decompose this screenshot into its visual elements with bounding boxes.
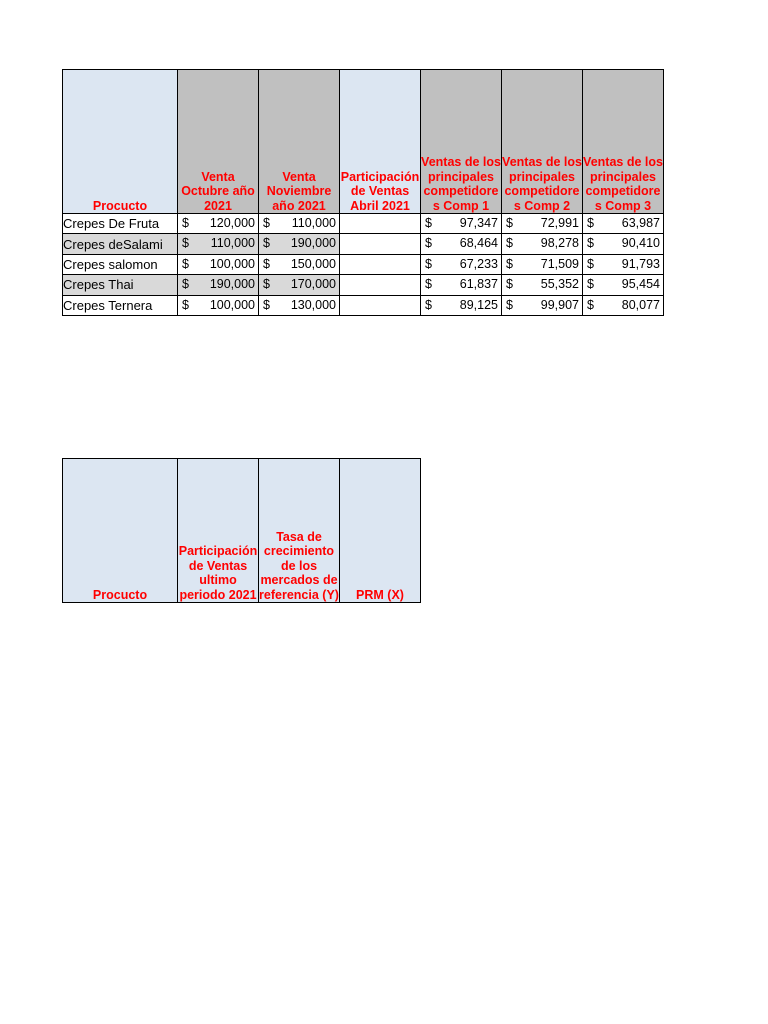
sales-table	[62, 69, 664, 316]
header-comp-1[interactable]: Ventas de los principales competidore s Comp 1	[421, 70, 502, 214]
header-market-growth-rate[interactable]: Tasa de crecimiento de los mercados de referencia (Y)	[259, 459, 340, 603]
comp-3-cell[interactable]: $ 63,987	[583, 214, 664, 234]
header-sales-share[interactable]: Participación de Ventas Abril 2021	[340, 70, 421, 214]
header-comp-2[interactable]: Ventas de los principales competidore s Comp 2	[502, 70, 583, 214]
comp-2-cell[interactable]: $ 99,907	[502, 295, 583, 315]
header-product[interactable]: Procucto	[63, 70, 178, 214]
nov-sales-cell[interactable]: $ 170,000	[259, 275, 340, 295]
nov-sales-cell[interactable]: $ 130,000	[259, 295, 340, 315]
sales-share-cell[interactable]	[340, 254, 421, 274]
sales-share-cell[interactable]	[340, 214, 421, 234]
comp-2-cell[interactable]: $ 98,278	[502, 234, 583, 254]
header-prm[interactable]: PRM (X)	[340, 459, 421, 603]
sales-share-cell[interactable]	[340, 234, 421, 254]
table-row	[63, 275, 664, 295]
comp-1-cell[interactable]: $ 68,464	[421, 234, 502, 254]
product-name-cell[interactable]: Crepes De Fruta	[63, 214, 178, 234]
nov-sales-cell[interactable]: $ 190,000	[259, 234, 340, 254]
nov-sales-cell[interactable]: $ 110,000	[259, 214, 340, 234]
comp-3-cell[interactable]: $ 95,454	[583, 275, 664, 295]
comp-1-cell[interactable]: $ 89,125	[421, 295, 502, 315]
product-name-cell[interactable]: Crepes salomon	[63, 254, 178, 274]
header-nov-sales[interactable]: Venta Noviembre año 2021	[259, 70, 340, 214]
product-name-cell[interactable]: Crepes Ternera	[63, 295, 178, 315]
header-last-period-share[interactable]: Participación de Ventas ultimo periodo 2021	[178, 459, 259, 603]
comp-2-cell[interactable]: $ 55,352	[502, 275, 583, 295]
table-row	[63, 254, 664, 274]
oct-sales-cell[interactable]: $ 120,000	[178, 214, 259, 234]
oct-sales-cell[interactable]: $ 100,000	[178, 254, 259, 274]
comp-2-cell[interactable]: $ 71,509	[502, 254, 583, 274]
comp-2-cell[interactable]: $ 72,991	[502, 214, 583, 234]
sales-share-cell[interactable]	[340, 275, 421, 295]
comp-1-cell[interactable]: $ 67,233	[421, 254, 502, 274]
header-comp-3[interactable]: Ventas de los principales competidore s Comp 3	[583, 70, 664, 214]
header-product[interactable]: Procucto	[63, 459, 178, 603]
bcg-matrix-table	[62, 458, 421, 603]
comp-3-cell[interactable]: $ 90,410	[583, 234, 664, 254]
oct-sales-cell[interactable]: $ 190,000	[178, 275, 259, 295]
comp-1-cell[interactable]: $ 61,837	[421, 275, 502, 295]
header-row	[63, 70, 664, 214]
product-name-cell[interactable]: Crepes Thai	[63, 275, 178, 295]
sales-share-cell[interactable]	[340, 295, 421, 315]
oct-sales-cell[interactable]: $ 110,000	[178, 234, 259, 254]
comp-3-cell[interactable]: $ 80,077	[583, 295, 664, 315]
table-row	[63, 234, 664, 254]
nov-sales-cell[interactable]: $ 150,000	[259, 254, 340, 274]
header-oct-sales[interactable]: Venta Octubre año 2021	[178, 70, 259, 214]
comp-1-cell[interactable]: $ 97,347	[421, 214, 502, 234]
comp-3-cell[interactable]: $ 91,793	[583, 254, 664, 274]
table-row	[63, 214, 664, 234]
header-row	[63, 459, 421, 603]
product-name-cell[interactable]: Crepes deSalami	[63, 234, 178, 254]
table-row	[63, 295, 664, 315]
oct-sales-cell[interactable]: $ 100,000	[178, 295, 259, 315]
